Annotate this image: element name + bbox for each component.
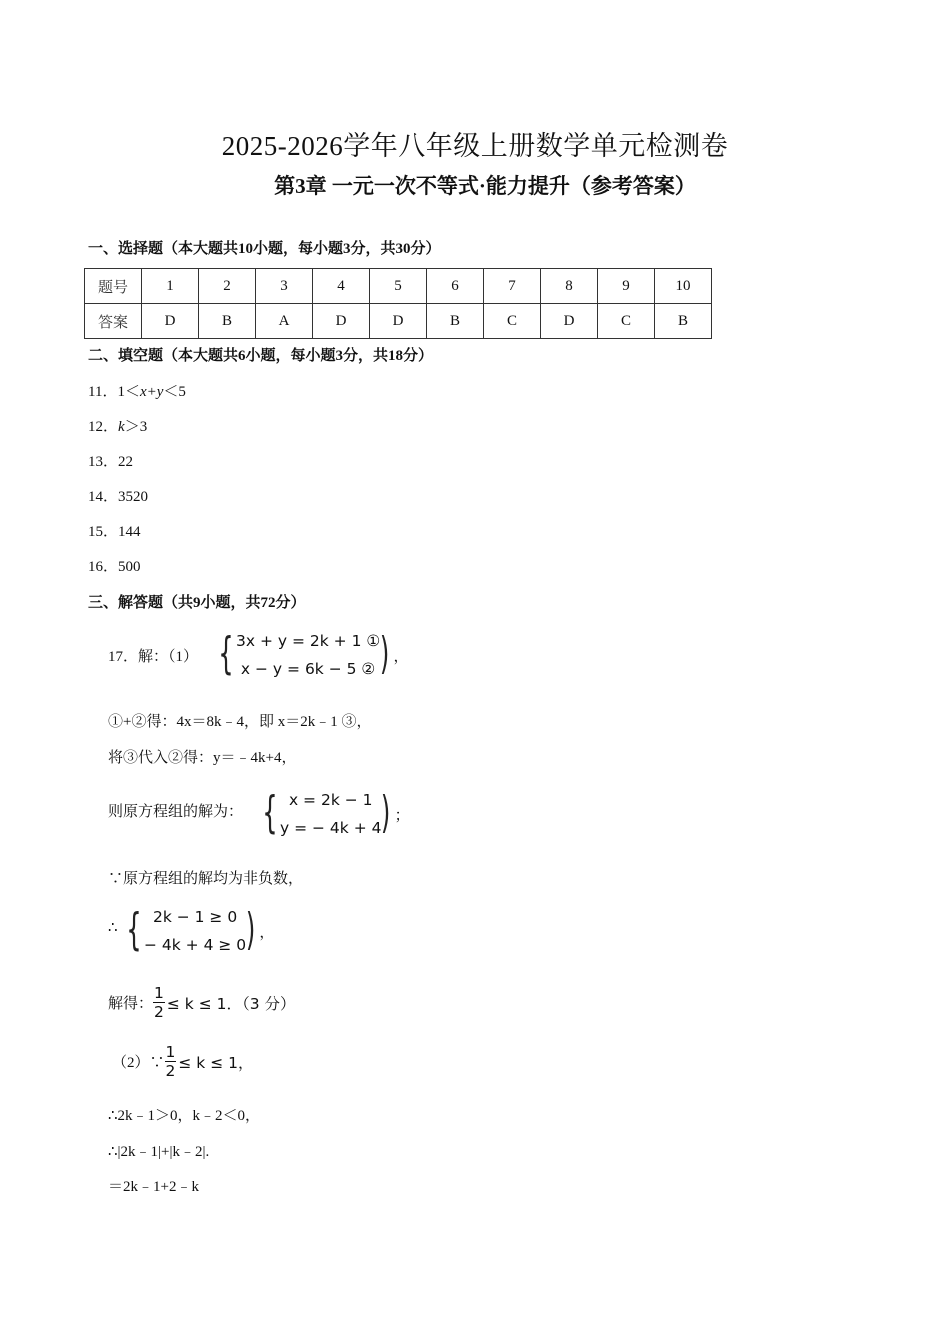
left-brace-icon: { <box>218 628 234 679</box>
therefore-icon: ∴ <box>108 920 118 936</box>
table-cell: D <box>541 304 598 339</box>
equation-row: x − y = 6k − 5 ② <box>240 660 376 678</box>
equation-row: y = − 4k + 4 <box>280 819 382 837</box>
answer-item-13: 13．22 <box>88 454 134 470</box>
right-paren-icon: ) <box>380 628 390 679</box>
q17-step-signs: ∴2k﹣1＞0，k﹣2＜0， <box>108 1108 261 1124</box>
table-cell: 5 <box>370 269 427 304</box>
table-cell: B <box>655 304 712 339</box>
equation-row: x = 2k − 1 <box>288 791 373 809</box>
equation-system-2: { x = 2k − 1 y = − 4k + 4 ) ； <box>256 786 410 842</box>
table-row-answers <box>85 304 712 339</box>
table-cell: 2 <box>199 269 256 304</box>
section-heading-choice: 一、选择题（本大题共10小题，每小题3分，共30分） <box>88 241 441 257</box>
right-paren-icon: ) <box>246 904 256 955</box>
table-cell: 9 <box>598 269 655 304</box>
answer-item-11: 11．1＜x+y＜5 <box>88 384 186 400</box>
q17-label: 17．解：（1） <box>108 649 199 665</box>
q17-step-abs: ∴|2k﹣1|+|k﹣2|. <box>108 1144 210 1160</box>
section-heading-fill: 二、填空题（本大题共6小题，每小题3分，共18分） <box>88 348 434 364</box>
table-cell: 8 <box>541 269 598 304</box>
fraction: $\frac{1}{2}$ <box>154 984 164 1021</box>
section-heading-solve: 三、解答题（共9小题，共72分） <box>88 595 306 611</box>
table-cell: C <box>484 304 541 339</box>
equation-system-1: { 3x + y = 2k + 1 ① x − y = 6k − 5 ② ) ， <box>212 627 408 683</box>
inequality-row: − 4k + 4 ≥ 0 <box>144 936 247 954</box>
left-brace-icon: { <box>126 904 142 955</box>
table-cell: D <box>142 304 199 339</box>
q17-because-line: ∵原方程组的解均为非负数， <box>108 871 304 887</box>
table-cell: C <box>598 304 655 339</box>
table-cell: 6 <box>427 269 484 304</box>
q17-step-simplify: ＝2k﹣1+2﹣k <box>108 1179 199 1195</box>
table-header-cell: 题号 <box>85 269 142 304</box>
q17-solution-label: 则原方程组的解为： <box>108 804 244 820</box>
table-cell: D <box>313 304 370 339</box>
table-cell: 1 <box>142 269 199 304</box>
q17-step-substitute: 将③代入②得：y＝﹣4k+4， <box>108 750 297 766</box>
q17-part2: （2）∵ $\frac{1}{2}$ ≤ k ≤ 1， <box>112 1043 254 1080</box>
answer-item-14: 14．3520 <box>88 489 149 505</box>
answer-item-16: 16．500 <box>88 559 141 575</box>
table-header-cell: 答案 <box>85 304 142 339</box>
q17-solve-result: 解得： $\frac{1}{2}$ ≤ k ≤ 1．（3 分） <box>108 984 296 1021</box>
left-brace-icon: { <box>262 787 278 838</box>
table-cell: 10 <box>655 269 712 304</box>
document-title: 2025-2026学年八年级上册数学单元检测卷 <box>221 131 729 161</box>
table-cell: B <box>427 304 484 339</box>
answer-table <box>84 268 712 339</box>
table-row-numbers <box>85 269 712 304</box>
equation-row: 3x + y = 2k + 1 ① <box>236 632 381 650</box>
inequality-system: { 2k − 1 ≥ 0 − 4k + 4 ≥ 0 ) ， <box>120 903 274 959</box>
answer-item-12: 12．k＞3 <box>88 419 148 435</box>
table-cell: B <box>199 304 256 339</box>
table-cell: 3 <box>256 269 313 304</box>
document-subtitle: 第3章 一元一次不等式·能力提升（参考答案） <box>274 174 696 198</box>
right-paren-icon: ) <box>381 787 391 838</box>
table-cell: 4 <box>313 269 370 304</box>
fraction: $\frac{1}{2}$ <box>165 1043 176 1080</box>
table-cell: D <box>370 304 427 339</box>
q17-step-add: ①+②得：4x＝8k﹣4，即 x＝2k﹣1 ③， <box>108 714 372 730</box>
answer-item-15: 15．144 <box>88 524 141 540</box>
table-cell: 7 <box>484 269 541 304</box>
table-cell: A <box>256 304 313 339</box>
inequality-row: 2k − 1 ≥ 0 <box>152 908 238 926</box>
